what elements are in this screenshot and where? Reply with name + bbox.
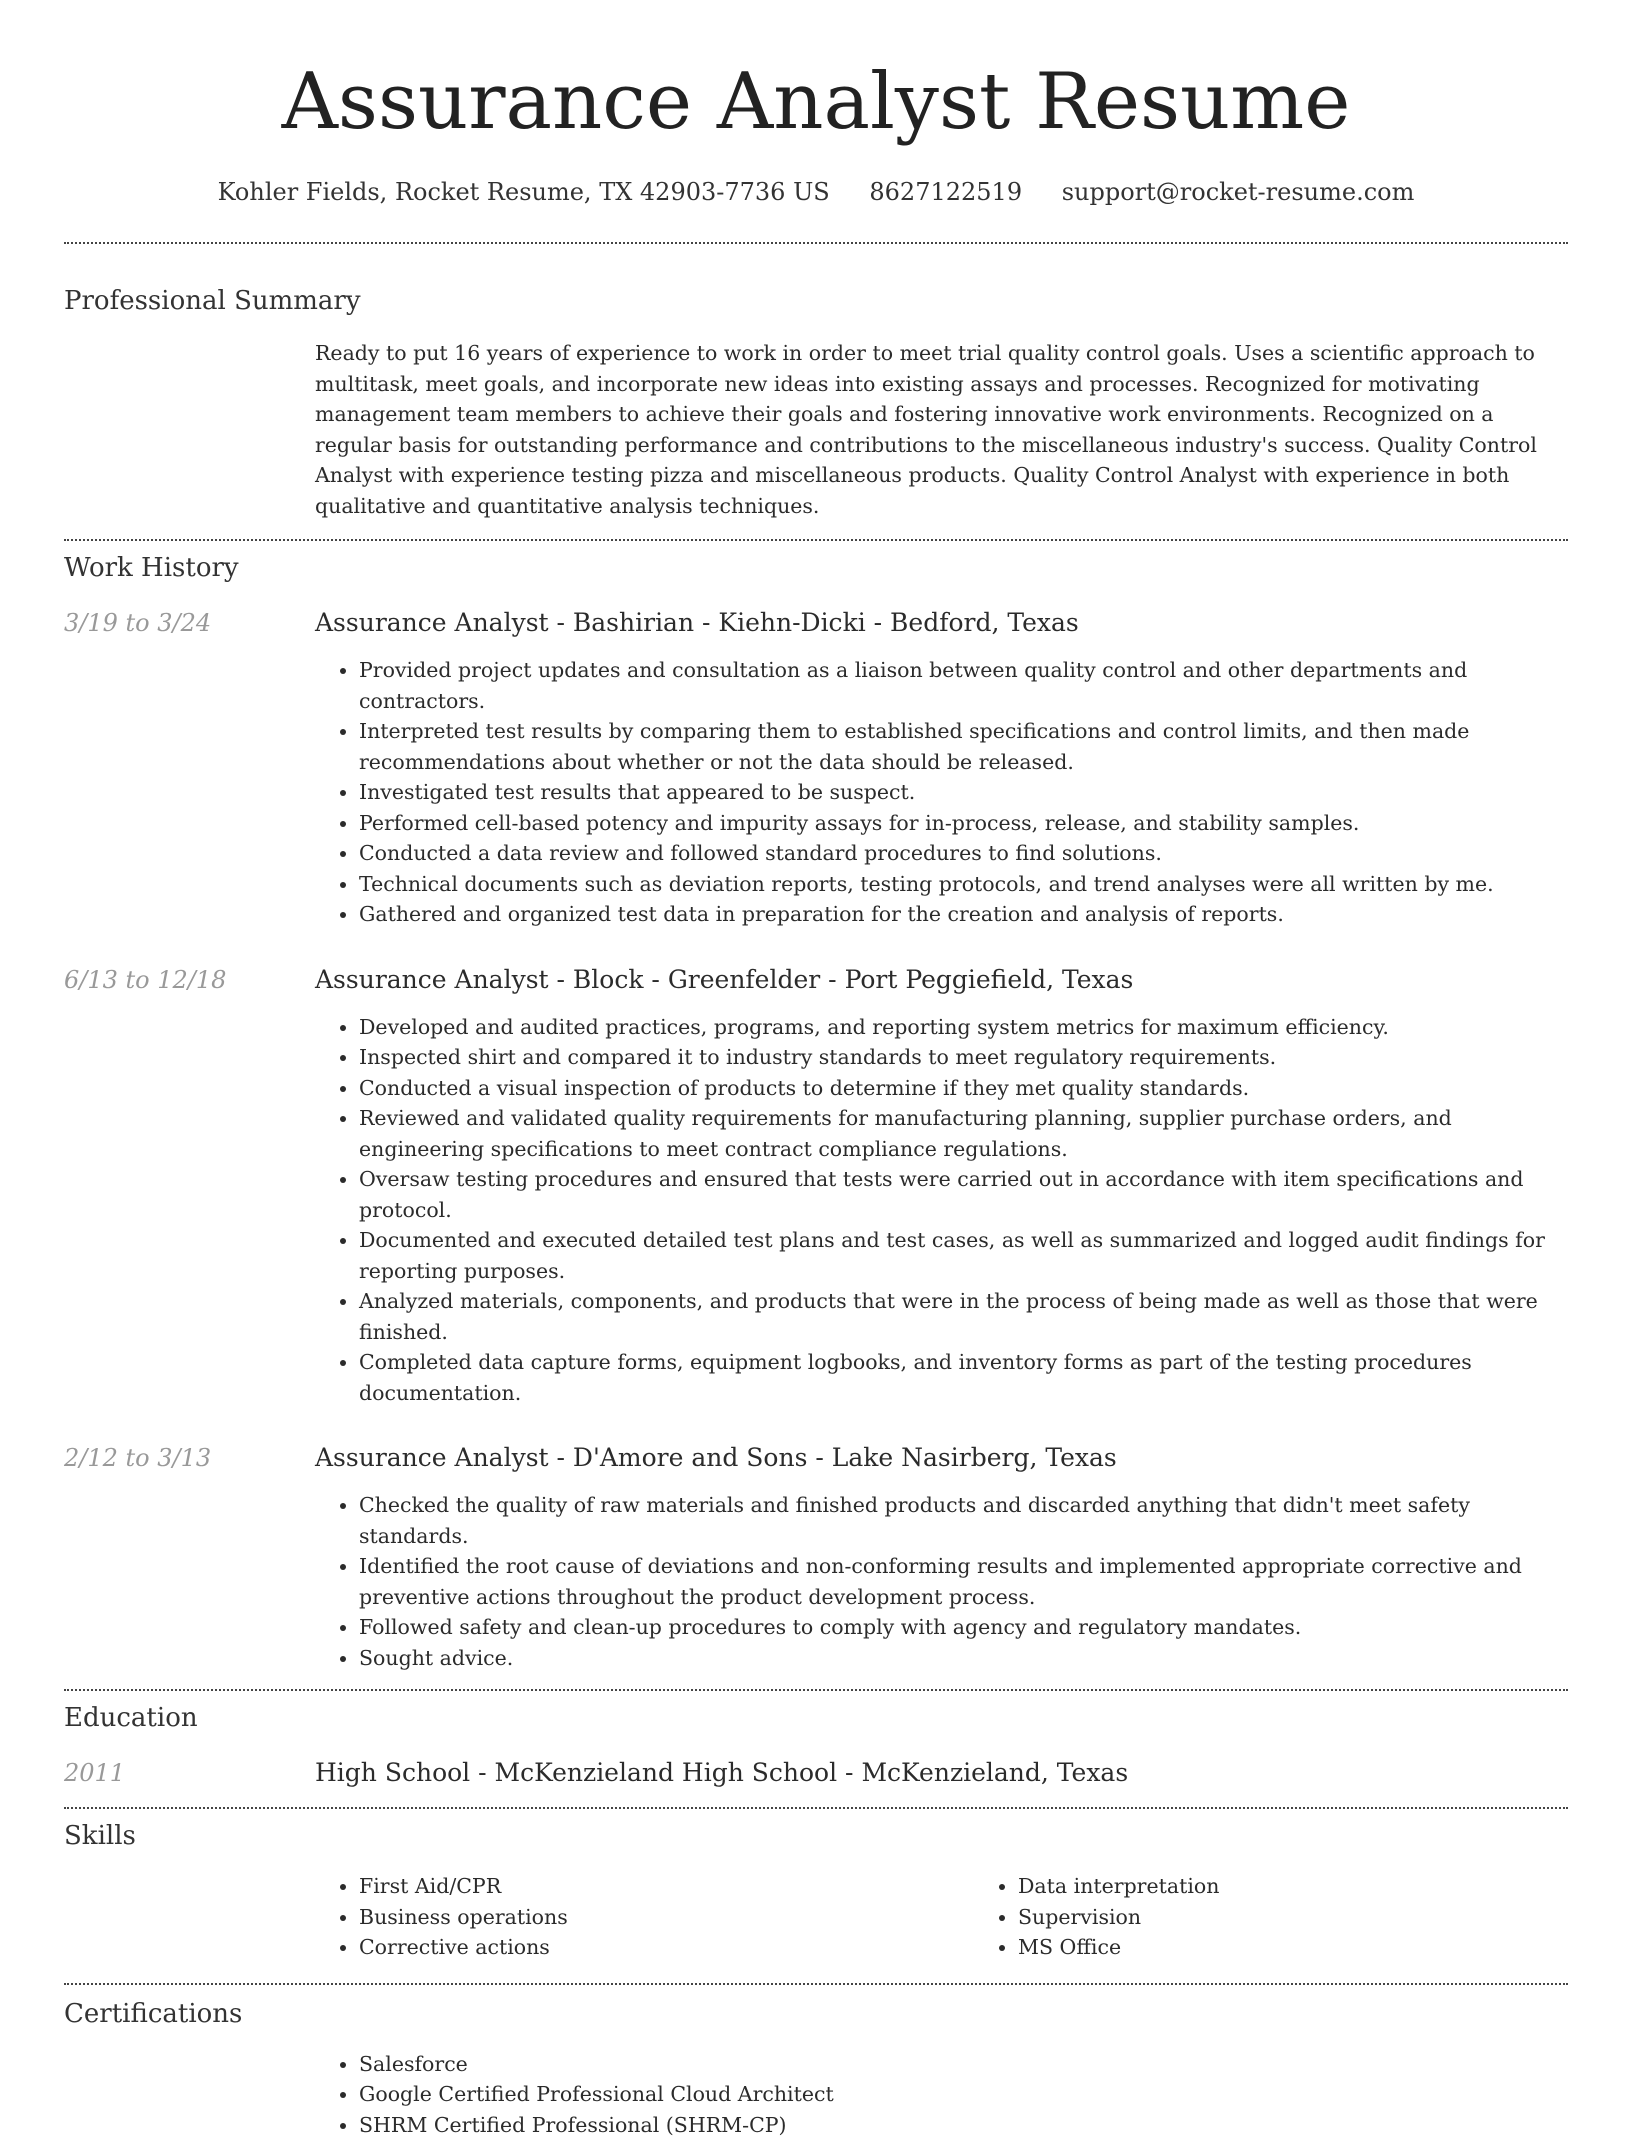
education-year: 2011 <box>64 1757 315 1789</box>
contact-line <box>64 176 1568 208</box>
skills-list-left <box>315 1871 974 1963</box>
list-item: • Identified the root cause of deviations and non-conforming results and implemented appropriate corrective and preventive actions throughout the product development process. <box>359 1551 1568 1612</box>
job-bullets <box>315 655 1568 930</box>
list-item: • Conducted a visual inspection of products to determine if they met quality standards. <box>359 1073 1568 1104</box>
job-title: Assurance Analyst - Bashirian - Kiehn-Dicki - Bedford, Texas <box>315 607 1568 639</box>
list-item: • Data interpretation <box>1018 1871 1632 1902</box>
certifications-list <box>315 2049 1568 2140</box>
list-item: • Performed cell-based potency and impurity assays for in-process, release, and stability samples. <box>359 808 1568 839</box>
contact-phone: 8627122519 <box>869 178 1022 206</box>
resume-title: Assurance Analyst Resume <box>64 0 1568 150</box>
job-entry <box>64 964 1568 1409</box>
section-title-skills: Skills <box>64 1819 1568 1853</box>
list-item: • Analyzed materials, components, and products that were in the process of being made as well as those that were finished. <box>359 1286 1568 1347</box>
list-item: • Inspected shirt and compared it to industry standards to meet regulatory requirements. <box>359 1042 1568 1073</box>
job-bullets <box>315 1490 1568 1673</box>
list-item: • Gathered and organized test data in preparation for the creation and analysis of reports. <box>359 899 1568 930</box>
list-item: • Technical documents such as deviation reports, testing protocols, and trend analyses were all written by me. <box>359 869 1568 900</box>
section-title-education: Education <box>64 1701 1568 1735</box>
list-item: • Interpreted test results by comparing them to established specifications and control limits, and then made recommendations about whether or not the data should be released. <box>359 716 1568 777</box>
section-title-summary: Professional Summary <box>64 284 1568 318</box>
job-dates: 6/13 to 12/18 <box>64 964 315 1409</box>
divider <box>64 1689 1568 1691</box>
skills-grid <box>315 1871 1632 1963</box>
list-item: • Completed data capture forms, equipment logbooks, and inventory forms as part of the testing procedures documentation. <box>359 1347 1568 1408</box>
job-title: Assurance Analyst - D'Amore and Sons - Lake Nasirberg, Texas <box>315 1442 1568 1474</box>
job-bullets <box>315 1012 1568 1409</box>
job-entry <box>64 1442 1568 1673</box>
list-item: • Supervision <box>1018 1902 1632 1933</box>
list-item: • Sought advice. <box>359 1643 1568 1674</box>
divider <box>64 539 1568 541</box>
certifications-row <box>64 2049 1568 2140</box>
list-item: • First Aid/CPR <box>359 1871 974 1902</box>
summary-row <box>64 338 1568 521</box>
contact-email: support@rocket-resume.com <box>1062 178 1415 206</box>
job-entry <box>64 607 1568 930</box>
list-item: • Developed and audited practices, programs, and reporting system metrics for maximum efficiency. <box>359 1012 1568 1043</box>
list-item: • Investigated test results that appeared to be suspect. <box>359 777 1568 808</box>
summary-text: Ready to put 16 years of experience to work in order to meet trial quality control goals. Uses a scientific approach to multitask, meet goals, and incorporate new ideas into existing assays and processes. Recognized for motivating management team members to achieve their goals and fostering innovative work environments. Recognized on a regular basis for outstanding performance and contributions to the miscellaneous industry's success. Quality Control Analyst with experience testing pizza and miscellaneous products. Quality Control Analyst with experience in both qualitative and quantitative analysis techniques. <box>315 338 1568 521</box>
list-item: • Google Certified Professional Cloud Architect <box>359 2079 1568 2110</box>
divider <box>64 1807 1568 1809</box>
divider <box>64 242 1568 244</box>
job-title: Assurance Analyst - Block - Greenfelder - Port Peggiefield, Texas <box>315 964 1568 996</box>
list-item: • Documented and executed detailed test plans and test cases, as well as summarized and logged audit findings for reporting purposes. <box>359 1225 1568 1286</box>
job-dates: 2/12 to 3/13 <box>64 1442 315 1673</box>
list-item: • Salesforce <box>359 2049 1568 2080</box>
list-item: • SHRM Certified Professional (SHRM-CP) <box>359 2110 1568 2140</box>
list-item: • Followed safety and clean-up procedures to comply with agency and regulatory mandates. <box>359 1612 1568 1643</box>
divider <box>64 1983 1568 1985</box>
section-title-certifications: Certifications <box>64 1997 1568 2031</box>
education-title: High School - McKenzieland High School - McKenzieland, Texas <box>315 1757 1568 1789</box>
list-item: • Reviewed and validated quality requirements for manufacturing planning, supplier purchase orders, and engineering specifications to meet contract compliance regulations. <box>359 1103 1568 1164</box>
list-item: • Oversaw testing procedures and ensured that tests were carried out in accordance with item specifications and protocol. <box>359 1164 1568 1225</box>
skills-row <box>64 1871 1568 1963</box>
list-item: • Business operations <box>359 1902 974 1933</box>
skills-list-right <box>974 1871 1632 1963</box>
contact-address: Kohler Fields, Rocket Resume, TX 42903-7736 US <box>218 178 830 206</box>
list-item: • MS Office <box>1018 1932 1632 1963</box>
section-title-work: Work History <box>64 551 1568 585</box>
education-entry <box>64 1757 1568 1789</box>
job-dates: 3/19 to 3/24 <box>64 607 315 930</box>
list-item: • Corrective actions <box>359 1932 974 1963</box>
list-item: • Provided project updates and consultation as a liaison between quality control and other departments and contractors. <box>359 655 1568 716</box>
list-item: • Conducted a data review and followed standard procedures to find solutions. <box>359 838 1568 869</box>
list-item: • Checked the quality of raw materials and finished products and discarded anything that didn't meet safety standards. <box>359 1490 1568 1551</box>
